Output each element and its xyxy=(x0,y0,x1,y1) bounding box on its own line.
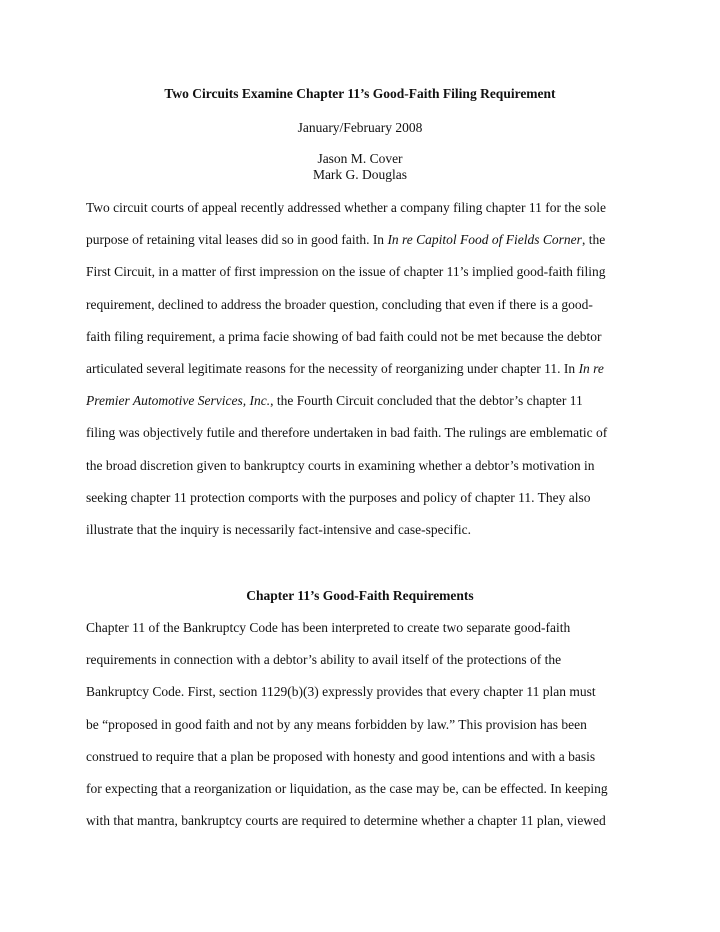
document-date: January/February 2008 xyxy=(297,120,423,135)
paragraph-line: filing was objectively futile and therefore undertaken in bad faith. The rulings are emblematic of xyxy=(86,425,608,441)
paragraph-line: requirements in connection with a debtor’s ability to avail itself of the protections of the xyxy=(86,652,562,668)
paragraph-line: for expecting that a reorganization or liquidation, as the case may be, can be effected. In keeping xyxy=(86,781,608,797)
case-name: In re Capitol Food of Fields Corner xyxy=(387,232,582,248)
paragraph-line: be “proposed in good faith and not by any means forbidden by law.” This provision has been xyxy=(86,716,587,732)
paragraph-line: First Circuit, in a matter of first impression on the issue of chapter 11’s implied good-faith filing xyxy=(86,264,606,280)
paragraph-line: articulated several legitimate reasons for the necessity of reorganizing under chapter 11. In In re xyxy=(86,361,604,377)
author-name: Jason M. Cover xyxy=(317,151,403,166)
paragraph-line: requirement, declined to address the broader question, concluding that even if there is a good- xyxy=(86,296,593,312)
paragraph-line: construed to require that a plan be proposed with honesty and good intentions and with a basis xyxy=(86,748,596,764)
author-name: Mark G. Douglas xyxy=(312,167,408,182)
paragraph-line: Premier Automotive Services, Inc., the Fourth Circuit concluded that the debtor’s chapter 11 xyxy=(86,393,583,409)
paragraph-line: purpose of retaining vital leases did so in good faith. In In re Capitol Food of Fields Corner, the xyxy=(86,232,606,248)
paragraph-line: Bankruptcy Code. First, section 1129(b)(3) expressly provides that every chapter 11 plan must xyxy=(86,684,596,700)
author-list xyxy=(0,151,720,183)
case-name: In re xyxy=(578,361,604,377)
paragraph-line: with that mantra, bankruptcy courts are required to determine whether a chapter 11 plan, viewed xyxy=(86,813,606,829)
intro-paragraph xyxy=(86,192,646,546)
section-heading: Chapter 11’s Good-Faith Requirements xyxy=(246,588,474,603)
paragraph-line: faith filing requirement, a prima facie showing of bad faith could not be met because the debtor xyxy=(86,328,602,344)
paragraph-line: the broad discretion given to bankruptcy courts in examining whether a debtor’s motivation in xyxy=(86,457,595,473)
case-name: Premier Automotive Services, Inc. xyxy=(86,393,271,409)
paragraph-line: illustrate that the inquiry is necessarily fact-intensive and case-specific. xyxy=(86,522,471,538)
body-paragraph xyxy=(86,612,646,837)
paragraph-line: Two circuit courts of appeal recently addressed whether a company filing chapter 11 for the sole xyxy=(86,200,606,215)
paragraph-line: Chapter 11 of the Bankruptcy Code has been interpreted to create two separate good-faith xyxy=(86,620,571,635)
paragraph-line: seeking chapter 11 protection comports with the purposes and policy of chapter 11. They also xyxy=(86,489,591,505)
document-title: Two Circuits Examine Chapter 11’s Good-Faith Filing Requirement xyxy=(164,86,556,101)
